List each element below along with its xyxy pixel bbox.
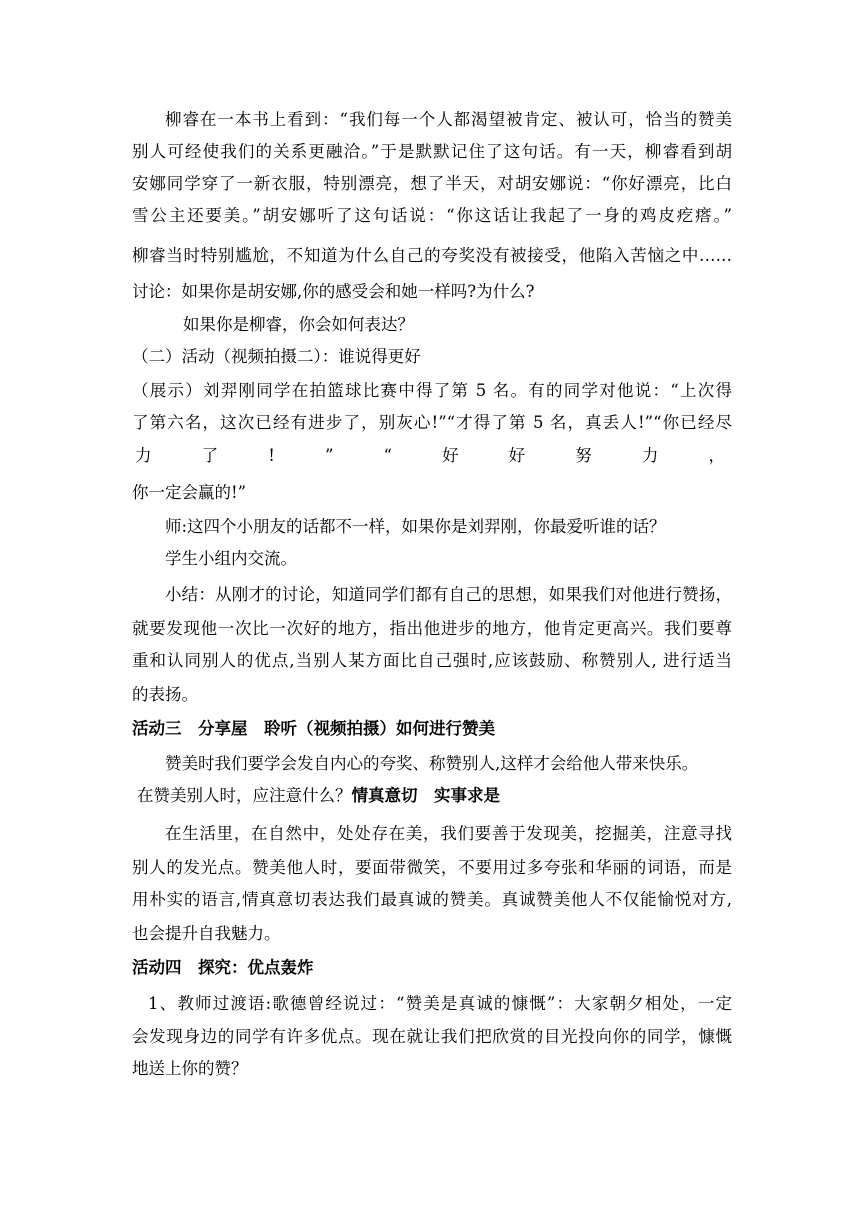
body-line: 用朴实的语言,情真意切表达我们最真诚的赞美。真诚赞美他人不仅能愉悦对方,: [132, 890, 732, 909]
body-line: （展示）刘羿刚同学在拍篮球比赛中得了第 5 名。有的同学对他说：“上次得: [132, 381, 732, 400]
group-discussion: 学生小组内交流。: [165, 549, 297, 568]
discussion-question: 讨论：如果你是胡安娜,你的感受会和她一样吗?为什么?: [132, 282, 535, 301]
section-heading: 活动四 探究：优点轰炸: [132, 958, 314, 977]
story-line: 雪公主还要美。”胡安娜听了这句话说：“你这话让我起了一身的鸡皮疙瘩。”: [132, 206, 732, 225]
spread-char: 力: [135, 446, 152, 465]
emphasis-text: 情真意切 实事求是: [351, 786, 500, 805]
body-line: 了第六名，这次已经有进步了，别灰心!”“才得了第 5 名，真丢人!”“你已经尽: [132, 413, 732, 432]
spread-char: 好: [508, 446, 526, 465]
body-line: 1、教师过渡语:歌德曾经说过：“赞美是真诚的慷慨”：大家朝夕相处，一定: [148, 994, 732, 1013]
section-heading: （二）活动（视频拍摄二）：谁说得更好: [132, 347, 421, 366]
spread-char: ，: [708, 446, 725, 465]
story-line: 柳睿在一本书上看到：“我们每一个人都渴望被肯定、被认可，恰当的赞美: [165, 110, 732, 129]
story-line: 安娜同学穿了一新衣服，特别漂亮，想了半天，对胡安娜说：“你好漂亮，比白: [132, 174, 732, 193]
body-line: 会发现身边的同学有许多优点。现在就让我们把欣赏的目光投向你的同学，慷慨: [132, 1027, 732, 1046]
spread-line: [135, 443, 725, 469]
body-line: 在生活里，在自然中，处处存在美，我们要善于发现美，挖掘美，注意寻找: [165, 824, 732, 843]
section-heading: 活动三 分享屋 聆听（视频拍摄）如何进行赞美: [132, 719, 495, 738]
body-line: 赞美时我们要学会发自内心的夸奖、称赞别人,这样才会给他人带来快乐。: [165, 754, 699, 773]
body-line: 地送上你的赞？: [132, 1059, 248, 1078]
body-line: 你一定会赢的!”: [132, 483, 247, 502]
summary-line: 的表扬。: [132, 685, 198, 704]
spread-char: 好: [442, 446, 459, 465]
spread-char: “: [383, 446, 392, 465]
spread-char: 力: [641, 446, 659, 465]
body-line: 别人的发光点。赞美他人时，要面带微笑，不要用过多夸张和华丽的词语，而是: [132, 858, 732, 877]
spread-char: ”: [324, 446, 334, 465]
spread-char: 了: [201, 446, 219, 465]
body-text: 在赞美别人时，应注意什么？: [137, 786, 352, 805]
spread-char: 努: [575, 446, 592, 465]
body-line: 也会提升自我魅力。: [132, 924, 281, 943]
spread-char: !: [268, 446, 275, 465]
summary-line: 重和认同别人的优点,当别人某方面比自己强时,应该鼓励、称赞别人, 进行适当: [132, 651, 732, 670]
discussion-question: 如果你是柳睿，你会如何表达？: [183, 315, 414, 334]
summary-line: 小结：从刚才的讨论，知道同学们都有自己的思想，如果我们对他进行赞扬，: [165, 585, 732, 604]
story-line: 别人可经使我们的关系更融洽。”于是默默记住了这句话。有一天，柳睿看到胡: [132, 142, 732, 161]
body-line: [137, 783, 500, 809]
story-line: 柳睿当时特别尴尬，不知道为什么自己的夸奖没有被接受，他陷入苦恼之中……: [132, 246, 732, 265]
teacher-question: 师:这四个小朋友的话都不一样，如果你是刘羿刚，你最爱听谁的话？: [165, 517, 666, 536]
summary-line: 就要发现他一次比一次好的地方，指出他进步的地方，他肯定更高兴。我们要尊: [132, 619, 732, 638]
